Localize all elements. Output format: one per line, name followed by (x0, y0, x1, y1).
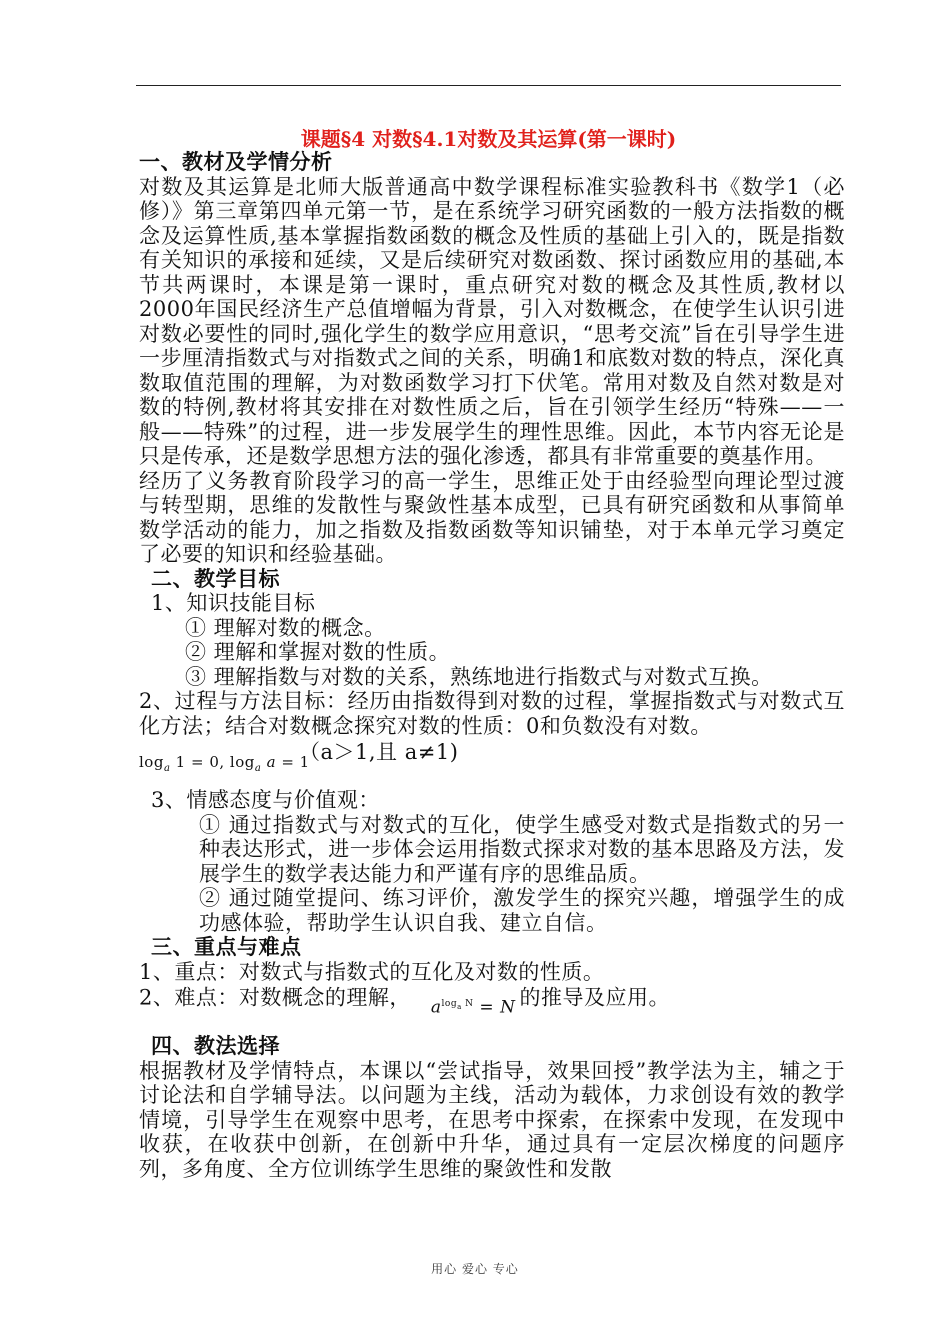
goal-1-b: ② 理解和掌握对数的性质。 (185, 640, 451, 664)
header-rule (136, 85, 841, 86)
goal-3-b: ② 通过随堂提问、练习评价，激发学生的探究兴趣，增强学生的成功感体验，帮助学生认识自我、建立自信。 (199, 886, 845, 935)
log-formula-condition: （a＞1,且 a≠1) (299, 740, 459, 764)
section-1-paragraph-2: 经历了义务教育阶段学习的高一学生，思维正处于由经验型向理论型过渡与转型期，思维的发散性与聚敛性基本成型，已具有研究函数和从事简单数学活动的能力，加之指数及指数函数等知识铺垫，对于本单元学习奠定了必要的知识和经验基础。 (139, 468, 845, 566)
goal-1-c: ③ 理解指数与对数的关系，熟练地进行指数式与对数式互换。 (185, 664, 773, 689)
section-2-heading: 二、教学目标 (151, 565, 280, 591)
log-property-formula (139, 738, 845, 788)
difficult-point-suffix: 的推导及应用。 (519, 985, 670, 1010)
page-footer: 用心 爱心 专心 (431, 1262, 519, 1276)
section-4-paragraph: 根据教材及学情特点，本课以“尝试指导，效果回授”教学法为主，辅之于讨论法和自学辅导法。以问题为主线，活动为载体，力求创设有效的教学情境，引导学生在观察中思考，在思考中探索，在探索中发现，在发现中收获，在收获中创新，在创新中升华，通过具有一定层次梯度的问题序列，多角度、全方位训练学生思维的聚敛性和发散 (139, 1058, 845, 1181)
goal-1: 1、知识技能目标 (151, 591, 316, 615)
lesson-title: 课题§4 对数§4.1对数及其运算(第一课时) (300, 127, 677, 151)
log-identity-formula: $a^{log_a N} = N$ (430, 997, 516, 1018)
document-body (139, 150, 845, 1181)
key-point: 1、重点：对数式与指数式的互化及对数的性质。 (139, 959, 605, 984)
section-1-heading: 一、教材及学情分析 (139, 149, 333, 174)
section-4-heading: 四、教法选择 (151, 1033, 280, 1059)
section-1-paragraph-1: 对数及其运算是北师大版普通高中数学课程标准实验教科书《数学1（必修）》第三章第四单元第一节，是在系统学习研究函数的一般方法指数的概念及运算性质,基本掌握指数函数的概念及性质的基础上引入的，既是指数有关知识的承接和延续，又是后续研究对数函数、探讨函数应用的基础,本节共两课时，本课是第一课时，重点研究对数的概念及其性质,教材以2000年国民经济生产总值增幅为背景，引入对数概念，在使学生认识引进对数必要性的同时,强化学生的数学应用意识，“思考交流”旨在引导学生进一步厘清指数式与对指数式之间的关系，明确1和底数对数的特点，深化真数取值范围的理解，为对数函数学习打下伏笔。常用对数及自然对数是对数的特例,教材将其安排在对数性质之后，旨在引领学生经历“特殊——一般——特殊”的过程，进一步发展学生的理性思维。因此，本节内容无论是只是传承，还是数学思想方法的强化渗透，都具有非常重要的奠基作用。 (139, 174, 845, 468)
goal-3: 3、情感态度与价值观： (151, 788, 380, 812)
goal-3-a: ① 通过指数式与对数式的互化，使学生感受对数式是指数式的另一种表达形式，进一步体会运用指数式探求对数的基本思路及方法，发展学生的数学表达能力和严谨有序的思维品质。 (199, 812, 845, 886)
log-formula-image: $\log_a 1 = 0$, $\log_a a = 1$ (139, 753, 310, 774)
section-3-heading: 三、重点与难点 (151, 934, 302, 959)
goal-1-a: ① 理解对数的概念。 (185, 615, 386, 640)
goal-2: 2、过程与方法目标：经历由指数得到对数的过程，掌握指数式与对数式互化方法；结合对数概念探究对数的性质：0和负数没有对数。 (139, 689, 845, 738)
difficult-point (139, 984, 845, 1018)
difficult-point-text: 2、难点：对数概念的理解， (139, 985, 411, 1010)
